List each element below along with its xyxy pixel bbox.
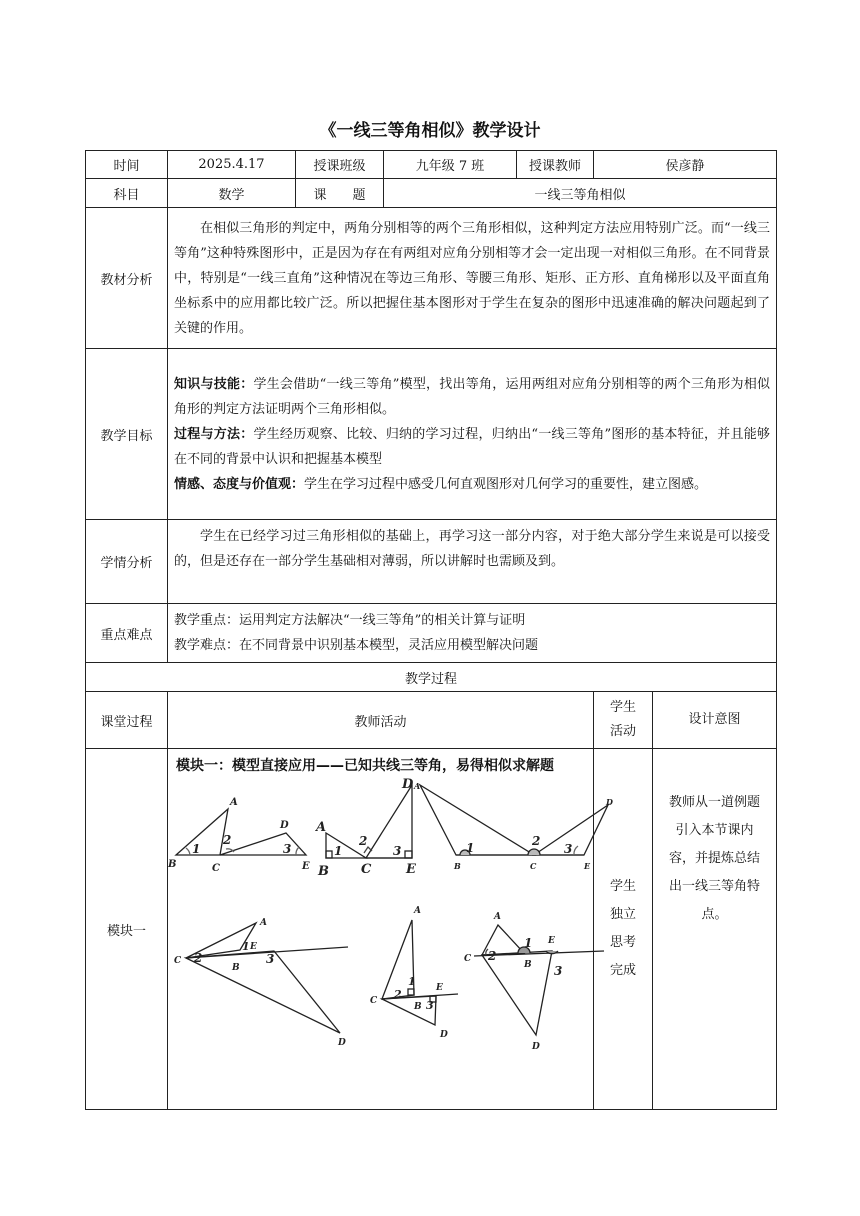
svg-text:A: A (494, 912, 501, 922)
figure-6 (464, 912, 604, 1052)
topic-label: 课 题 (296, 179, 384, 208)
class-value: 九年级 7 班 (384, 151, 517, 179)
svg-text:D: D (338, 1038, 346, 1048)
svg-text:C: C (174, 956, 182, 966)
svg-text:E: E (436, 983, 443, 993)
keypoints-row (86, 604, 777, 663)
svg-text:3: 3 (564, 842, 573, 856)
lesson-plan-table (85, 150, 777, 1110)
subject-value: 数学 (168, 179, 296, 208)
svg-text:2: 2 (394, 988, 402, 1001)
module1-teacher-activity (168, 749, 613, 1110)
svg-text:A: A (414, 781, 421, 791)
col-design: 设计意图 (653, 692, 777, 749)
svg-text:E: E (406, 862, 416, 877)
svg-text:B: B (414, 1002, 422, 1012)
svg-text:C: C (361, 862, 372, 877)
design-intent-text: 教师从一道例题引入本节课内容，并提炼总结出一线三等角特点。 (669, 795, 761, 922)
svg-text:2: 2 (194, 951, 203, 965)
svg-text:B: B (168, 859, 177, 870)
topic-value: 一线三等角相似 (384, 179, 777, 208)
svg-text:D: D (606, 797, 613, 807)
process-title-row (86, 663, 777, 692)
figure-5 (370, 906, 458, 1040)
col-student: 学生活动 (594, 692, 653, 749)
svg-text:3: 3 (393, 844, 402, 858)
svg-text:E: E (302, 861, 310, 872)
svg-text:D: D (280, 820, 289, 831)
svg-text:A: A (230, 797, 238, 808)
svg-text:D: D (532, 1042, 540, 1052)
figure-1 (168, 797, 310, 874)
time-label: 时间 (86, 151, 168, 179)
goal-item (174, 472, 770, 497)
svg-text:C: C (370, 996, 378, 1006)
svg-text:2: 2 (488, 949, 497, 963)
svg-text:B: B (232, 963, 240, 973)
material-label: 教材分析 (86, 208, 168, 349)
figure-4 (174, 918, 348, 1048)
svg-text:3: 3 (554, 964, 563, 978)
svg-text:A: A (414, 906, 421, 916)
svg-text:C: C (464, 954, 472, 964)
process-title: 教学过程 (86, 663, 777, 692)
page-title: 《一线三等角相似》教学设计 (319, 121, 541, 141)
svg-text:1: 1 (408, 975, 416, 988)
keypoint-line: 教学重点：运用判定方法解决“一线三等角”的相关计算与证明 (174, 613, 526, 628)
students-label: 学情分析 (86, 520, 168, 604)
figure-2 (314, 777, 417, 879)
svg-text:A: A (260, 918, 267, 928)
figure-3 (413, 781, 613, 871)
svg-text:1: 1 (466, 841, 475, 855)
svg-text:1: 1 (334, 844, 343, 858)
module1-design-intent (653, 749, 777, 1110)
goal-text: 学生在学习过程中感受几何直观图形对几何学习的重要性，建立图感。 (304, 476, 708, 492)
svg-text:2: 2 (223, 833, 232, 847)
process-header-row (86, 692, 777, 749)
svg-text:B: B (318, 864, 329, 879)
svg-text:D: D (440, 1030, 448, 1040)
goals-label: 教学目标 (86, 349, 168, 520)
time-value: 2025.4.17 (168, 151, 296, 179)
module1-row (86, 749, 777, 1110)
svg-text:1: 1 (242, 940, 250, 953)
svg-text:C: C (212, 863, 220, 874)
svg-text:B: B (524, 960, 532, 970)
svg-text:C: C (530, 861, 537, 871)
svg-text:3: 3 (426, 999, 434, 1012)
svg-text:A: A (316, 820, 327, 835)
module1-label: 模块一 (86, 749, 168, 1110)
goal-text: 学生会借助“一线三等角”模型，找出等角，运用两组对应角分别相等的两个三角形为相似角形的判定方法证明两个三角形相似。 (174, 376, 771, 417)
students-row (86, 520, 777, 604)
keypoints-content (168, 604, 777, 663)
svg-text:1: 1 (192, 842, 201, 856)
goals-content (168, 349, 777, 520)
student-activity-text: 学生独立思考完成 (609, 879, 636, 978)
svg-text:1: 1 (524, 936, 533, 950)
module1-heading: 模块一：模型直接应用——已知共线三等角，易得相似求解题 (176, 758, 554, 774)
teacher-value: 侯彦静 (594, 151, 777, 179)
keypoints-label: 重点难点 (86, 604, 168, 663)
col-teacher: 教师活动 (168, 692, 594, 749)
material-text: 在相似三角形的判定中，两角分别相等的两个三角形相似，这种判定方法应用特别广泛。而“一线三等角”这种特殊图形中，正是因为存在有两组对应角分别相等才会一定出现一对相似三角形。在不同背景中，特别是“一线三直角”这种情况在等边三角形、等腰三角形、矩形、正方形、直角梯形以及平面直角坐标系中的应用都比较广泛。所以把握住基本图形对于学生在复杂的图形中迅速准确的解决问题起到了关键的作用。 (168, 208, 777, 349)
subject-label: 科目 (86, 179, 168, 208)
header-row-2 (86, 179, 777, 208)
svg-text:2: 2 (532, 834, 541, 848)
header-row-1 (86, 151, 777, 179)
keypoint-line: 教学难点：在不同背景中识别基本模型，灵活应用模型解决问题 (174, 638, 539, 653)
svg-text:E: E (250, 942, 257, 952)
goal-item (174, 372, 770, 422)
goal-item (174, 422, 770, 472)
svg-text:D: D (402, 777, 414, 792)
svg-text:2: 2 (359, 834, 368, 848)
svg-text:E: E (584, 861, 591, 871)
students-text: 学生在已经学习过三角形相似的基础上，再学习这一部分内容，对于绝大部分学生来说是可以接受的，但是还存在一部分学生基础相对薄弱，所以讲解时也需顾及到。 (168, 520, 777, 604)
goal-head: 过程与方法： (174, 426, 254, 442)
goal-head: 情感、态度与价值观： (174, 476, 305, 492)
class-label: 授课班级 (296, 151, 384, 179)
col-course: 课堂过程 (86, 692, 168, 749)
svg-text:3: 3 (266, 952, 275, 966)
svg-text:E: E (548, 936, 555, 946)
svg-text:3: 3 (283, 842, 292, 856)
goals-row (86, 349, 777, 520)
svg-text:B: B (454, 861, 461, 871)
goal-head: 知识与技能： (174, 376, 254, 392)
material-row (86, 208, 777, 349)
goal-text: 学生经历观察、比较、归纳的学习过程，归纳出“一线三等角”图形的基本特征，并且能够在不同的背景中认识和把握基本模型 (174, 426, 771, 467)
geometry-figures (168, 775, 644, 1100)
teacher-label: 授课教师 (517, 151, 594, 179)
